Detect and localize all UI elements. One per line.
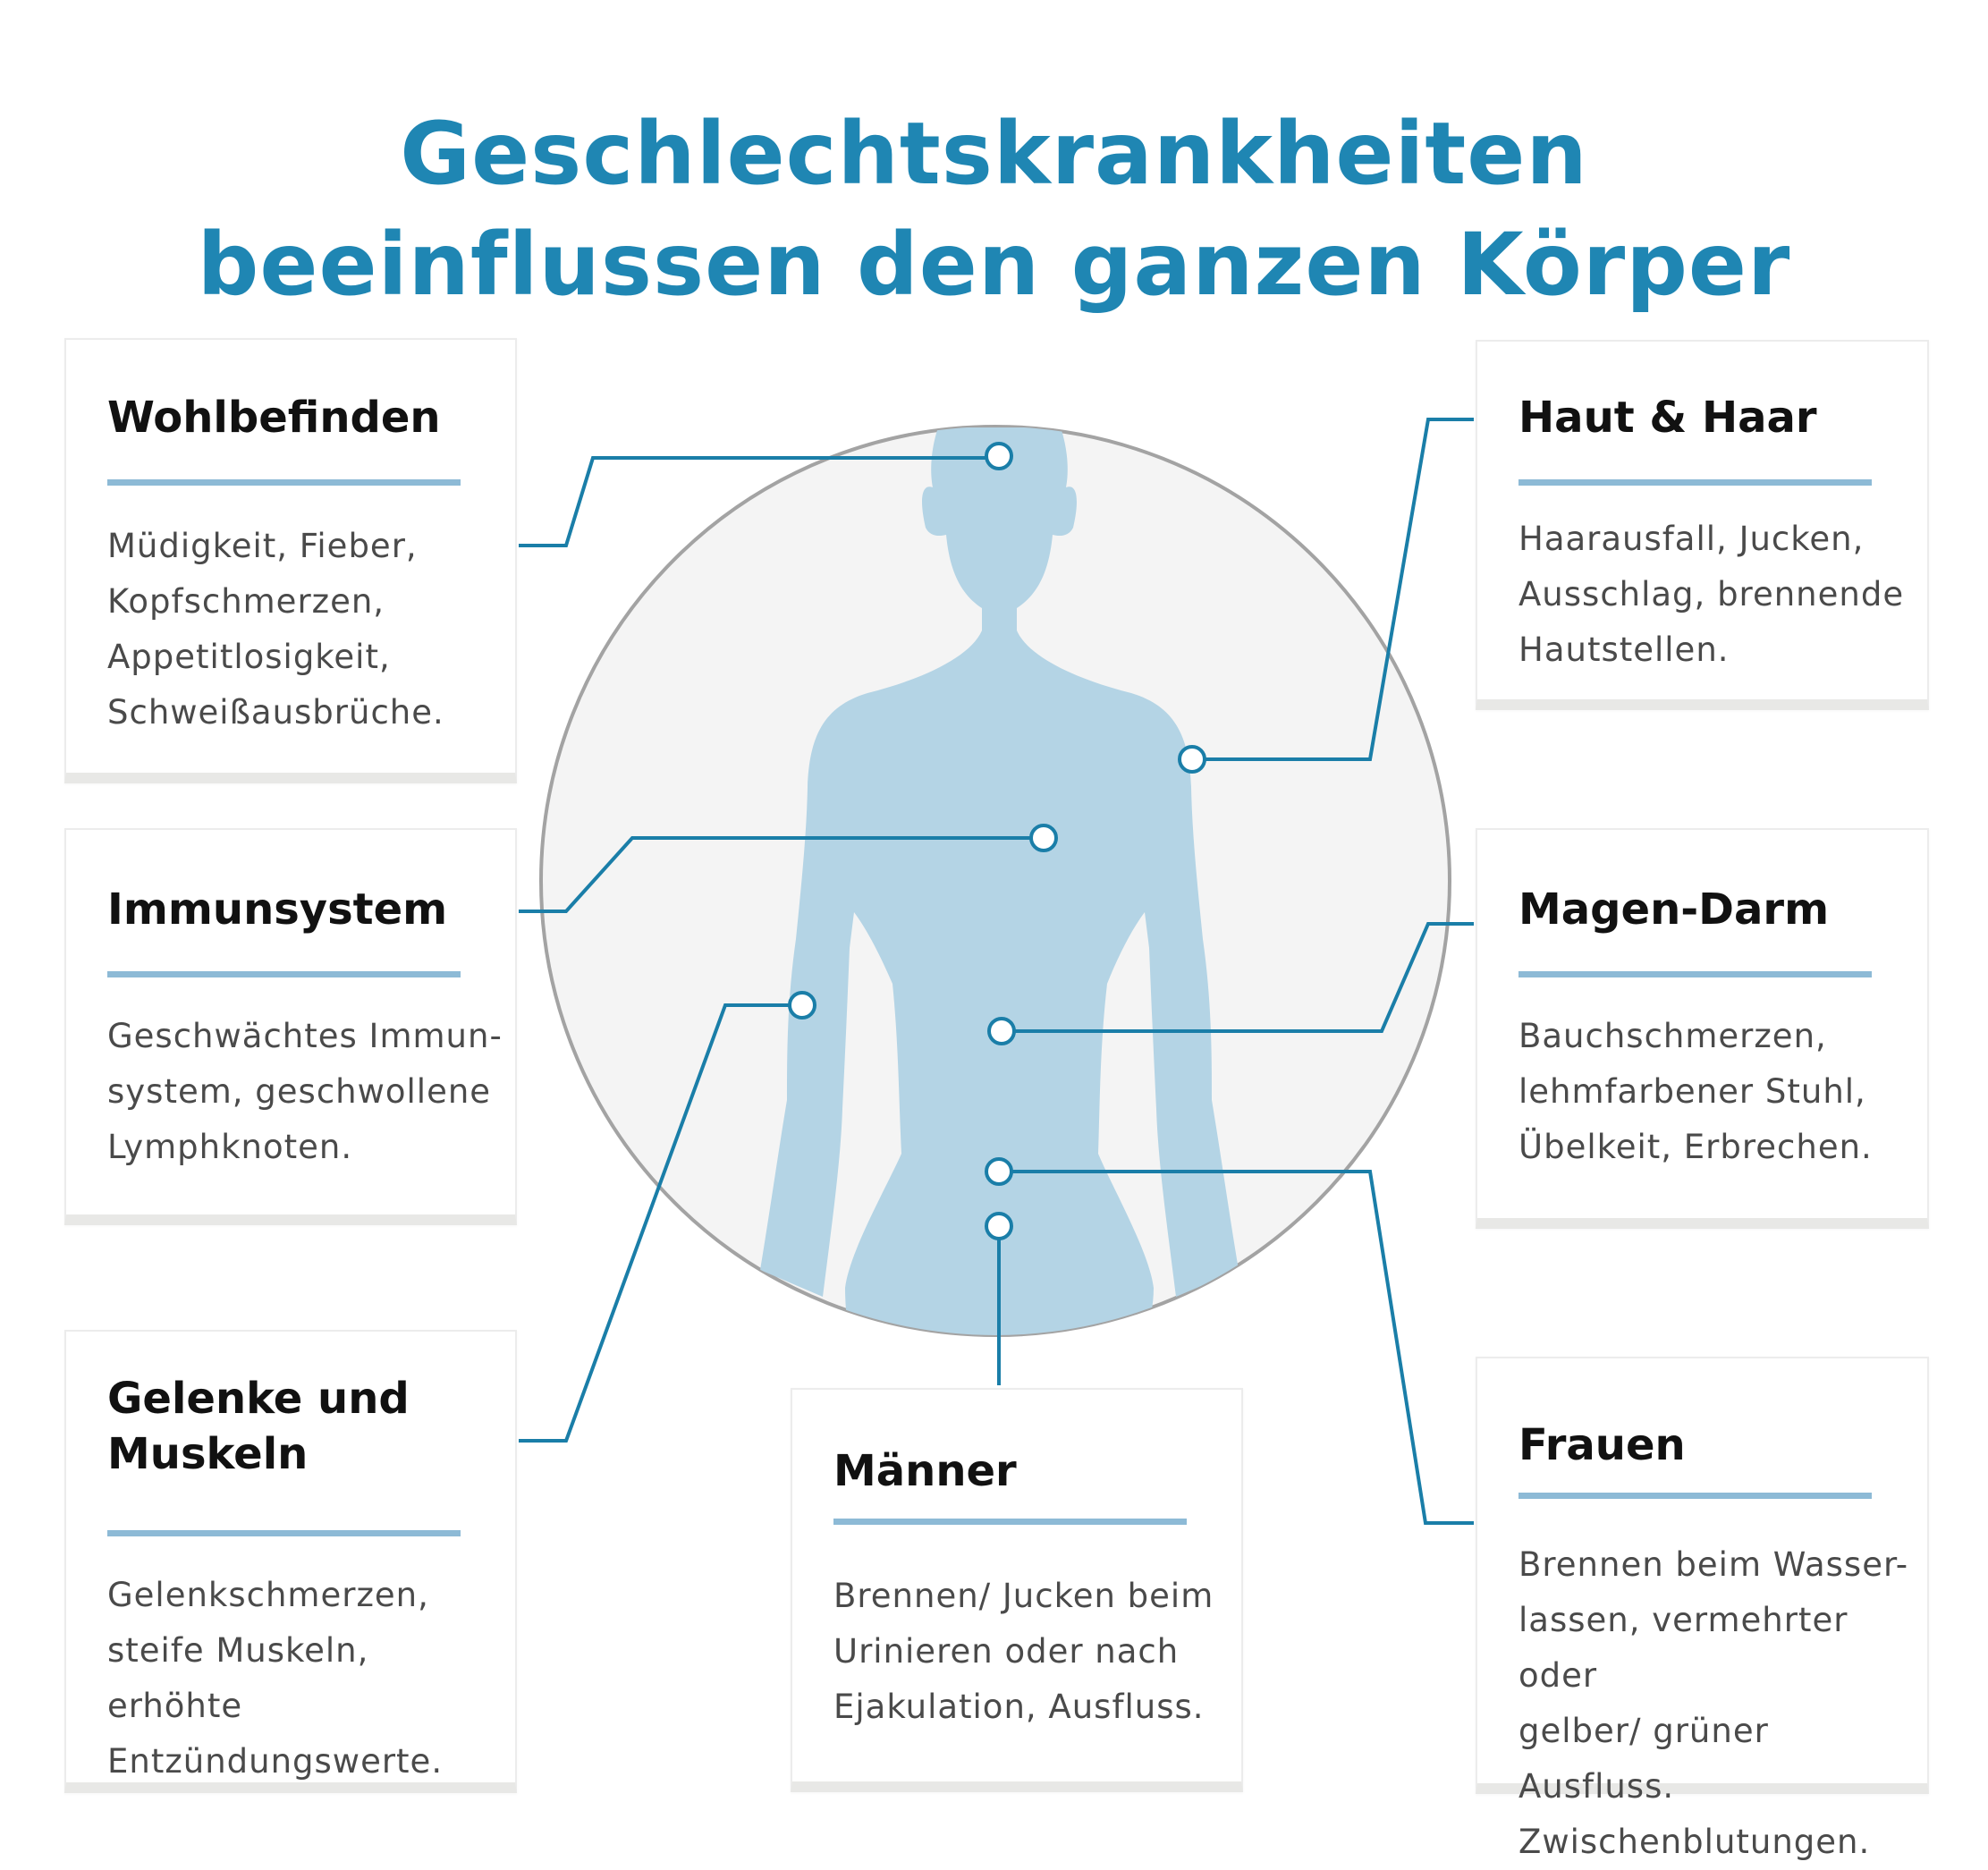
card-wohlbefinden xyxy=(64,338,517,783)
card-heading: Gelenke und Muskeln xyxy=(107,1374,410,1479)
marker-shoulder xyxy=(1180,747,1205,772)
card-heading: Haut & Haar xyxy=(1518,393,1817,443)
card-divider xyxy=(1518,479,1872,486)
card-heading: Magen-Darm xyxy=(1518,884,1830,935)
card-text: Haarausfall, Jucken, Ausschlag, brennende Hautstellen. xyxy=(1518,520,1905,669)
card-divider xyxy=(1518,1493,1872,1499)
card-text: Geschwächtes Immun- system, geschwollene Lymphknoten. xyxy=(107,1017,503,1166)
card-frauen xyxy=(1476,1357,1929,1861)
card-text: Müdigkeit, Fieber, Kopfschmerzen, Appetitlosigkeit, Schweißausbrüche. xyxy=(107,527,444,732)
marker-chest xyxy=(1031,825,1056,850)
card-heading: Männer xyxy=(833,1446,1017,1496)
card-divider xyxy=(833,1519,1187,1525)
card-divider xyxy=(1518,971,1872,977)
card-heading: Wohlbefinden xyxy=(107,393,441,443)
card-heading: Frauen xyxy=(1518,1420,1686,1470)
card-divider xyxy=(107,1530,461,1536)
card-haut-haar xyxy=(1476,340,1929,710)
title-line-1: Geschlechtskrankheiten xyxy=(400,104,1588,204)
title-line-2: beeinflussen den ganzen Körper xyxy=(197,215,1791,315)
card-text: Gelenkschmerzen, steife Muskeln, erhöhte Entzündungswerte. xyxy=(107,1576,444,1781)
marker-abdomen xyxy=(989,1019,1014,1044)
marker-pelvis-upper xyxy=(986,1159,1011,1184)
card-text: Brennen beim Wasser- lassen, vermehrter oder gelber/ grüner Ausfluss. Zwischenblutungen. xyxy=(1518,1545,1909,1861)
card-text: Bauchschmerzen, lehmfarbener Stuhl, Übelkeit, Erbrechen. xyxy=(1518,1017,1873,1166)
marker-head xyxy=(986,444,1011,469)
card-divider xyxy=(107,971,461,977)
card-gelenke-muskeln xyxy=(64,1330,517,1793)
marker-elbow xyxy=(790,993,815,1018)
card-divider xyxy=(107,479,461,486)
card-immunsystem xyxy=(64,828,517,1225)
card-maenner xyxy=(791,1388,1243,1792)
marker-pelvis-lower xyxy=(986,1214,1011,1239)
card-magen-darm xyxy=(1476,828,1929,1229)
card-heading: Immunsystem xyxy=(107,884,448,935)
card-text: Brennen/ Jucken beim Urinieren oder nach Ejakulation, Ausfluss. xyxy=(833,1577,1214,1726)
